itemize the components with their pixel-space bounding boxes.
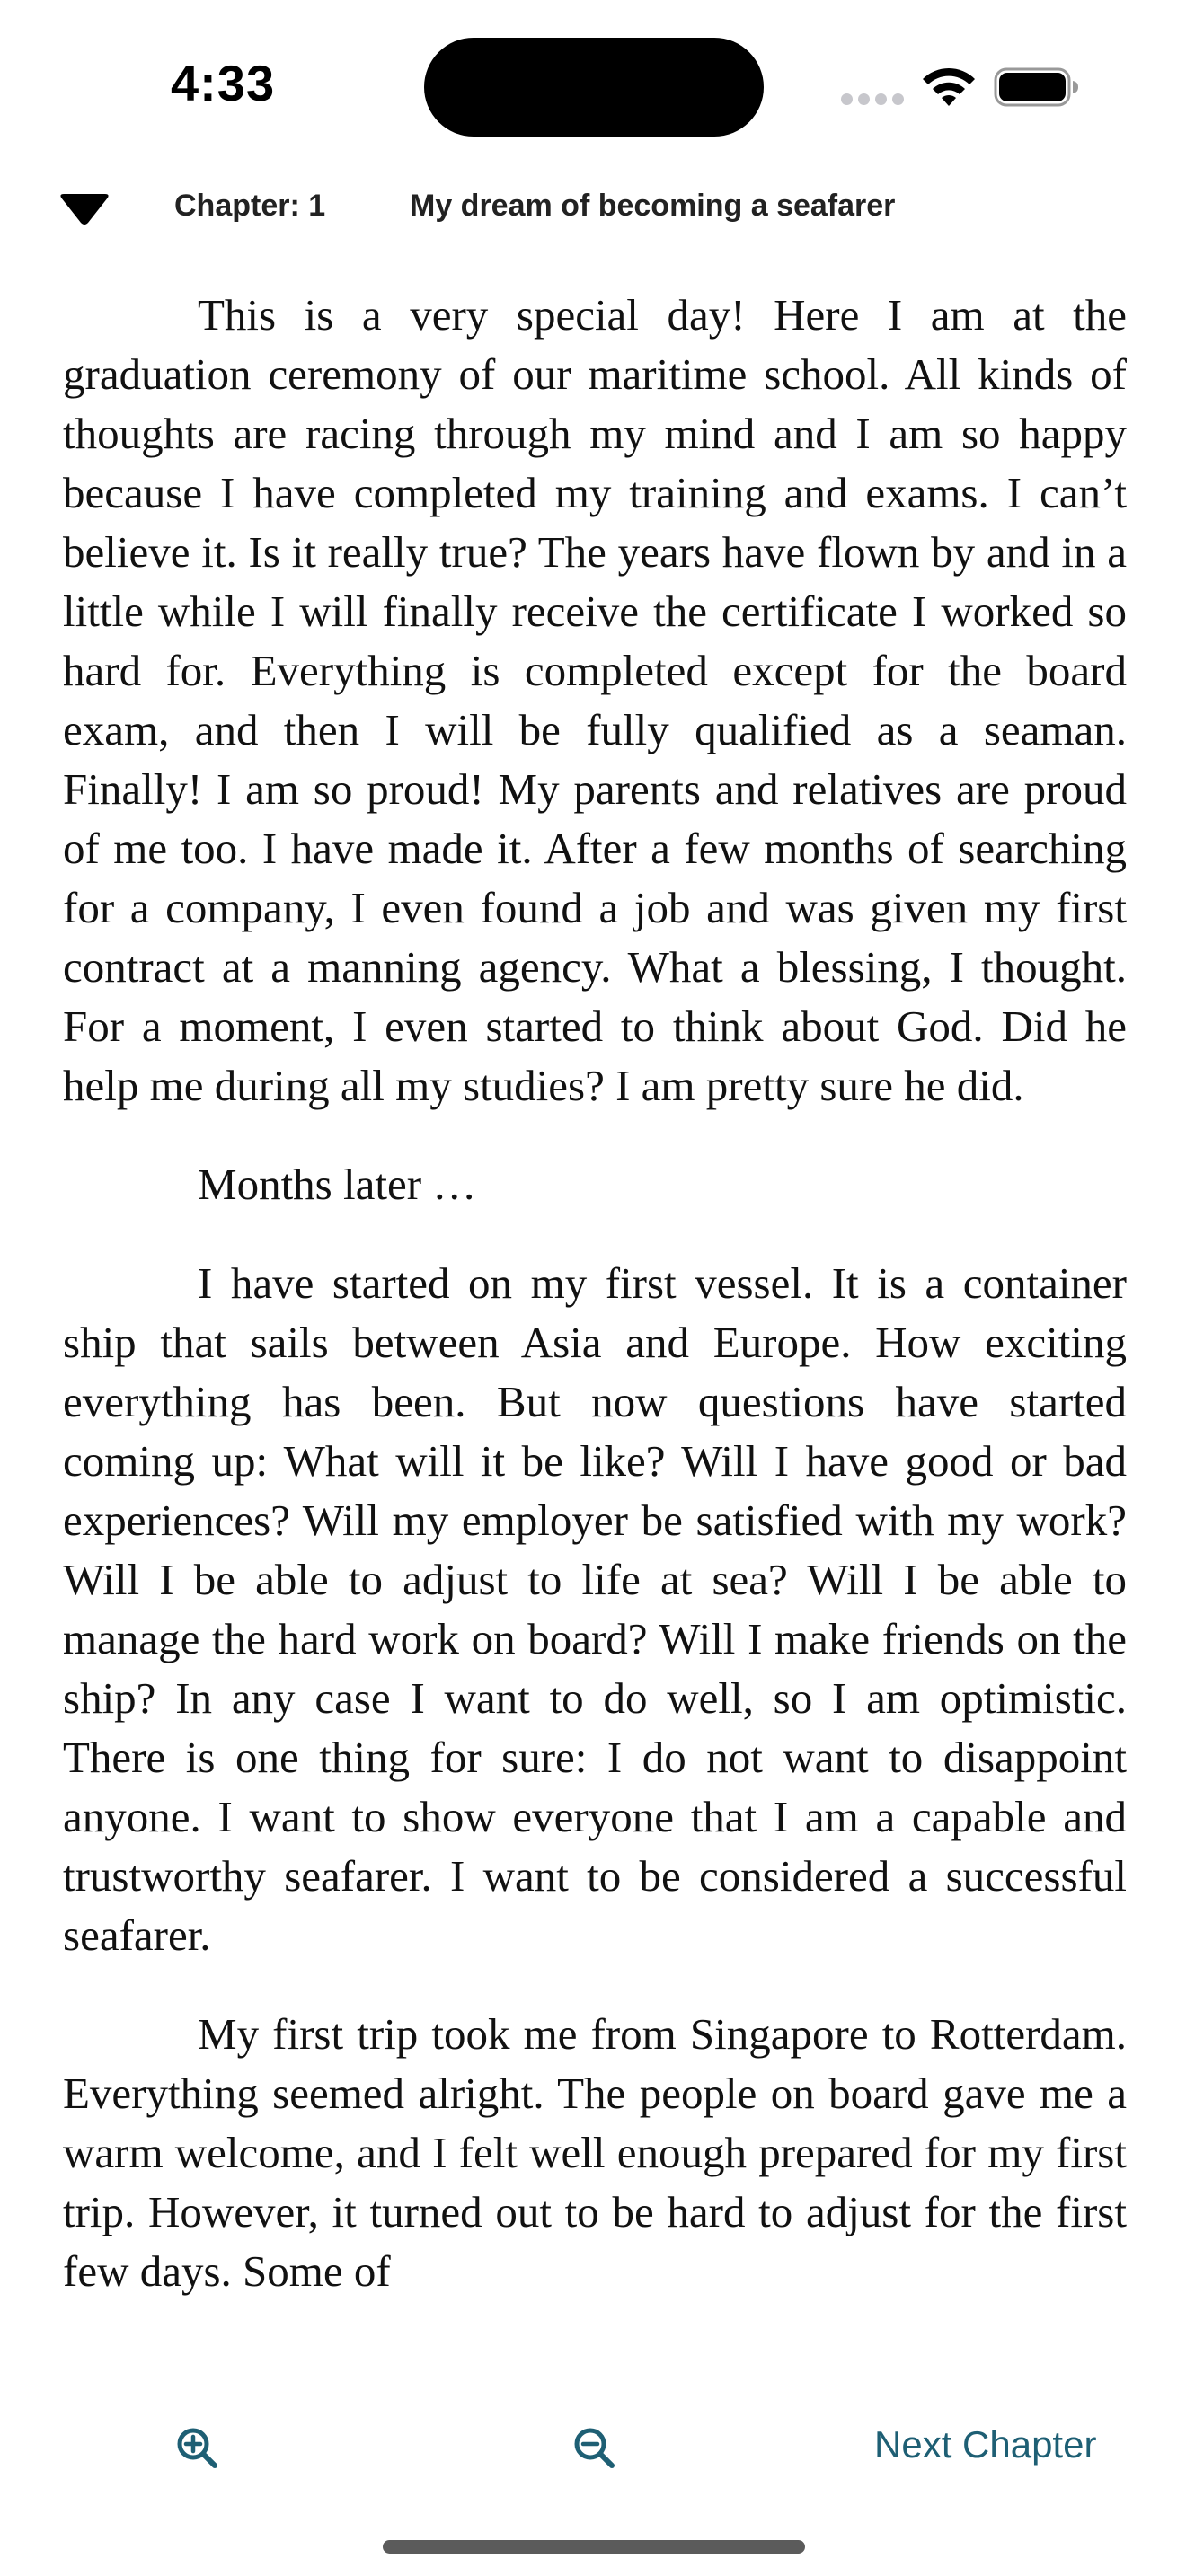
battery-icon: [994, 66, 1080, 108]
bottom-toolbar: [0, 2404, 1186, 2484]
signal-dots-icon: [841, 93, 904, 106]
next-chapter-button[interactable]: Next Chapter: [874, 2423, 1097, 2466]
chapter-number: Chapter: 1: [174, 189, 326, 223]
reader-content[interactable]: [63, 286, 1127, 2396]
zoom-in-icon[interactable]: [174, 2425, 219, 2470]
zoom-out-icon[interactable]: [571, 2425, 616, 2470]
paragraph: This is a very special day! Here I am at the graduation ceremony of our maritime school. All kinds of thoughts are racing through my mind and I am so happy because I have completed my training and exams. I can’t believe it. Is it really true? The years have flown by and in a little while I will finally receive the certificate I worked so hard for. Everything is completed except for the board exam, and then I will be fully qualified as a seaman. Finally! I am so proud! My parents and relatives are proud of me too. I have made it. After a few months of searching for a company, I even found a job and was given my first contract at a manning agency. What a blessing, I thought. For a moment, I even started to think about God. Did he help me during all my studies? I am pretty sure he did.: [63, 290, 1127, 1110]
status-bar: [0, 0, 1186, 171]
paragraph: I have started on my first vessel. It is a container ship that sails between Asia and Europe. How exciting everything has been. But now questions have started coming up: What will it be like? Will I have good or bad experiences? Will my employer be satisfied with my work? Will I be able to adjust to life at sea? Will I be able to manage the hard work on board? Will I make friends on the ship? In any case I want to do well, so I am optimistic. There is one thing for sure: I do not want to disappoint anyone. I want to show everyone that I am a capable and trustworthy seafarer. I want to be considered a successful seafarer.: [63, 1258, 1127, 1960]
chapter-title: My dream of becoming a seafarer: [410, 189, 896, 223]
dynamic-island: [424, 38, 764, 137]
triangle-down-icon[interactable]: [59, 192, 110, 228]
paragraph: Months later …: [198, 1160, 477, 1209]
status-time: 4:33: [171, 55, 276, 111]
chapter-header: [0, 176, 1186, 239]
paragraph: My first trip took me from Singapore to Rotterdam. Everything seemed alright. The people on board gave me a warm welcome, and I felt well enough prepared for my first trip. However, it turned out to be hard to adjust for the first few days. Some of: [63, 2009, 1127, 2296]
home-indicator[interactable]: [383, 2540, 805, 2554]
wifi-icon: [920, 65, 978, 110]
